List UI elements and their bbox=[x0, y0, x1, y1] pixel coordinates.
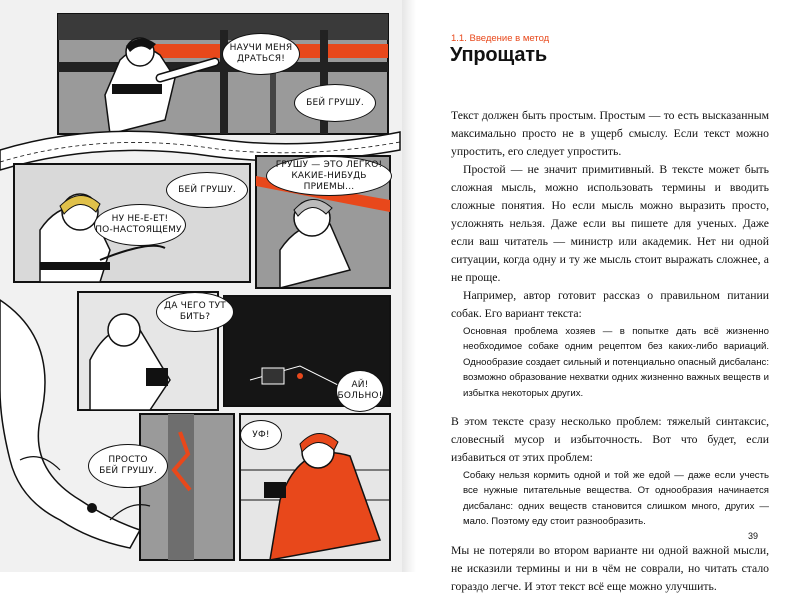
comic-panel-6 bbox=[140, 414, 234, 560]
paragraph: Простой — не значит примитивный. В тексте может быть сложная мысль, можно использовать термины и вводить сложные понятия. Но если мысль можно выразить просто, усложнять нельзя. Даже если вы пишете для ученых. Даже если ваш читатель — министр или академик. Нет ни одной ситуации, когда одну и ту же мысль стоит выражать сложнее, а не проще. bbox=[451, 163, 769, 284]
section-label: 1.1. Введение в метод bbox=[451, 33, 550, 44]
paragraph: Мы не потеряли во втором варианте ни одной важной мысли, не исказили термины и ни в чём не соврали, но читать стало гораздо легче. И этот текст всё еще можно улучшить. bbox=[451, 543, 769, 593]
paragraph: В этом тексте сразу несколько проблем: тяжелый синтаксис, словесный мусор и избыточность. Вот что будет, если избавиться от этих проблем: bbox=[451, 415, 769, 465]
speech-bubble: БЕЙ ГРУШУ. bbox=[166, 172, 248, 208]
comic-page bbox=[0, 0, 402, 572]
text-page bbox=[416, 0, 800, 593]
speech-bubble: НАУЧИ МЕНЯ ДРАТЬСЯ! bbox=[222, 33, 300, 75]
page-title: Упрощать bbox=[450, 44, 547, 66]
page-number: 39 bbox=[747, 531, 758, 541]
speech-bubble: ПРОСТО БЕЙ ГРУШУ. bbox=[88, 444, 168, 488]
example-quote-2: Собаку нельзя кормить одной и той же едой — даже если учесть все нужные питательные вещества. От однообразия начинается дисбаланс: одних веществ становится слишком много, других — мало. Поэтому еду стоит разнообразить. bbox=[463, 470, 769, 528]
body-text bbox=[451, 107, 769, 596]
paragraph: Например, автор готовит рассказ о правильном питании собак. Его вариант текста: bbox=[451, 289, 769, 320]
speech-bubble: АЙ! БОЛЬНО! bbox=[336, 370, 384, 412]
speech-bubble: УФ! bbox=[240, 420, 282, 450]
speech-bubble: НУ НЕ-Е-ЕТ! ПО-НАСТОЯЩЕМУ. bbox=[94, 204, 186, 246]
book-gutter bbox=[402, 0, 416, 572]
speech-bubble: ДА ЧЕГО ТУТ БИТЬ? bbox=[156, 292, 234, 332]
speech-bubble: БЕЙ ГРУШУ. bbox=[294, 84, 376, 122]
speech-bubble: ГРУШУ — ЭТО ЛЕГКО! КАКИЕ-НИБУДЬ ПРИЕМЫ... bbox=[266, 156, 392, 196]
paragraph: Текст должен быть простым. Простым — то есть высказанным максимально просто не в ущерб смыслу. Если текст можно упростить, его следует упростить. bbox=[451, 109, 769, 158]
example-quote-1: Основная проблема хозяев — в попытке дать всё жизненно необходимое собаке одним рецептом без каких-либо вариаций. Однообразие создает сильный и потенциально опасный дисбаланс: возможно образование нехватки одних жизненно важных веществ и избытка некоторых других. bbox=[463, 326, 769, 399]
